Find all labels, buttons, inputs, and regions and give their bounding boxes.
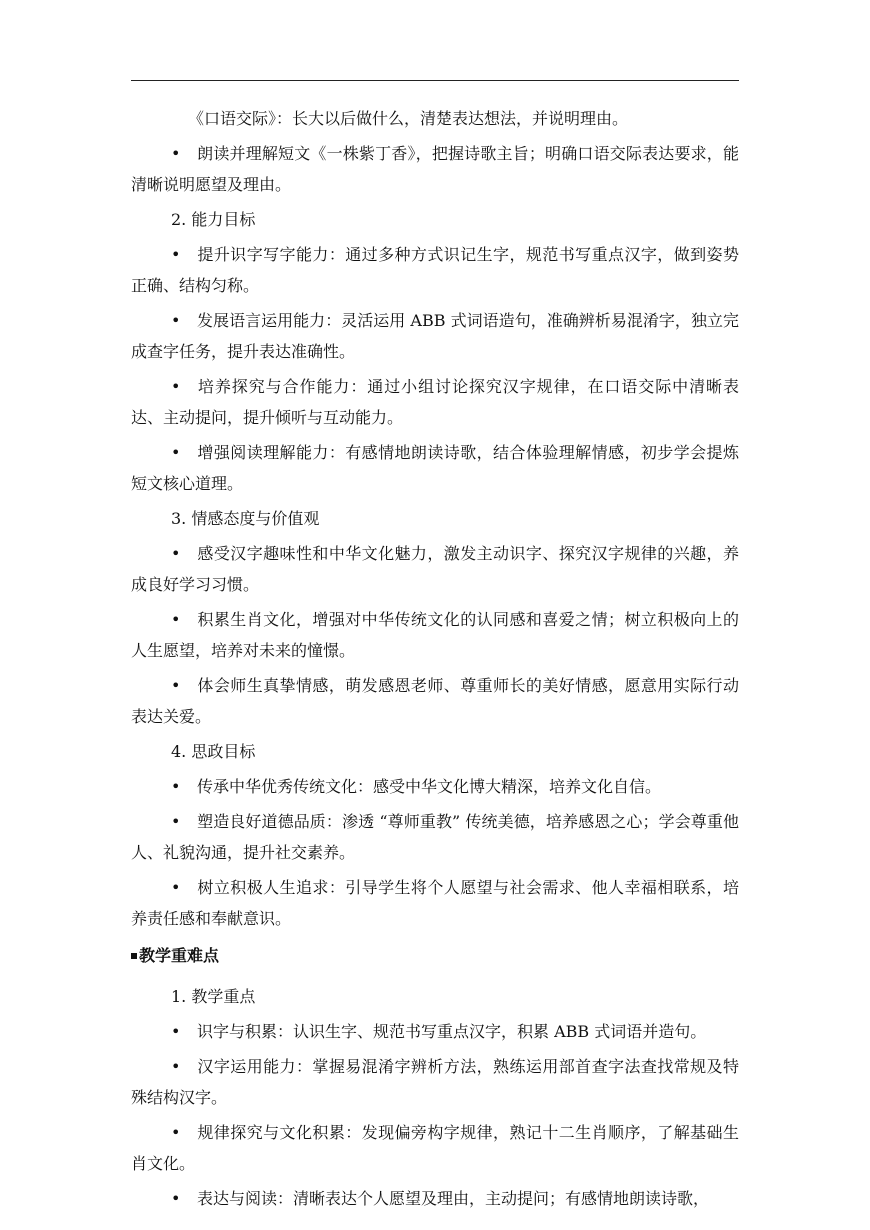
bullet-text: 规律探究与文化积累：发现偏旁构字规律，熟记十二生肖顺序，了解基础生肖文化。 [131,1123,739,1173]
bullet-icon: • [171,777,181,796]
bullet-icon: • [171,1189,181,1208]
bullet-icon: • [171,443,181,462]
bullet-icon: • [171,812,181,831]
section-key-points: 1. 教学重点 [171,987,256,1006]
bullet-text: 表达与阅读：清晰表达个人愿望及理由，主动提问；有感情地朗读诗歌， [197,1189,710,1208]
bullet-icon: • [171,311,181,330]
bullet-text: 汉字运用能力：掌握易混淆字辨析方法，熟练运用部首查字法查找常规及特殊结构汉字。 [131,1057,739,1107]
bullet-item [131,604,739,666]
bullet-item [131,138,739,200]
bullet-item [131,239,739,301]
bullet-item [131,1183,739,1214]
bullet-icon: • [171,676,181,695]
bullet-text: 发展语言运用能力：灵活运用 ABB 式词语造句，准确辨析易混淆字，独立完成查字任务，提升表达准确性。 [131,311,739,361]
bullet-icon: • [171,878,181,897]
bullet-text: 塑造良好道德品质：渗透 “尊师重教” 传统美德，培养感恩之心；学会尊重他人、礼貌沟通，提升社交素养。 [131,812,739,862]
bullet-text: 识字与积累：认识生字、规范书写重点汉字，积累 ABB 式词语并造句。 [197,1022,707,1041]
bullet-text: 传承中华优秀传统文化：感受中华文化博大精深，培养文化自信。 [197,777,662,796]
header-rule [131,80,739,81]
bullet-item [131,872,739,934]
section-heading [131,940,739,971]
bullet-icon: • [171,245,181,264]
bullet-item [131,437,739,499]
bullet-icon: • [171,377,181,396]
paragraph-oral-communication: 《口语交际》：长大以后做什么，清楚表达想法，并说明理由。 [188,109,629,128]
bullet-item [131,1051,739,1113]
bullet-text: 增强阅读理解能力：有感情地朗读诗歌，结合体验理解情感，初步学会提炼短文核心道理。 [131,443,739,493]
heading-text: 教学重难点 [139,946,220,965]
bullet-item [131,806,739,868]
bullet-item [131,305,739,367]
bullet-icon: • [171,1057,181,1076]
bullet-item [131,538,739,600]
bullet-item [131,1117,739,1179]
bullet-item [131,1016,739,1047]
bullet-text: 朗读并理解短文《一株紫丁香》，把握诗歌主旨；明确口语交际表达要求，能清晰说明愿望及理由。 [131,144,739,194]
bullet-icon: • [171,1123,181,1142]
bullet-text: 体会师生真挚情感，萌发感恩老师、尊重师长的美好情感，愿意用实际行动表达关爱。 [131,676,739,726]
document-body [131,103,739,1218]
bullet-text: 积累生肖文化，增强对中华传统文化的认同感和喜爱之情；树立积极向上的人生愿望，培养对未来的憧憬。 [131,610,739,660]
bullet-icon: • [171,544,181,563]
section-ideological-goals: 4. 思政目标 [171,742,256,761]
section-emotion-values: 3. 情感态度与价值观 [171,509,320,528]
bullet-item [131,771,739,802]
bullet-text: 树立积极人生追求：引导学生将个人愿望与社会需求、他人幸福相联系，培养责任感和奉献意识。 [131,878,739,928]
bullet-text: 提升识字写字能力：通过多种方式识记生字，规范书写重点汉字，做到姿势正确、结构匀称。 [131,245,739,295]
square-bullet-icon [131,953,137,959]
bullet-icon: • [171,610,181,629]
bullet-icon: • [171,144,181,163]
bullet-text: 感受汉字趣味性和中华文化魅力，激发主动识字、探究汉字规律的兴趣，养成良好学习习惯。 [131,544,739,594]
bullet-item [131,371,739,433]
bullet-icon: • [171,1022,181,1041]
bullet-text: 培养探究与合作能力：通过小组讨论探究汉字规律，在口语交际中清晰表达、主动提问，提升倾听与互动能力。 [131,377,739,427]
section-ability-goals: 2. 能力目标 [171,210,256,229]
bullet-item [131,670,739,732]
